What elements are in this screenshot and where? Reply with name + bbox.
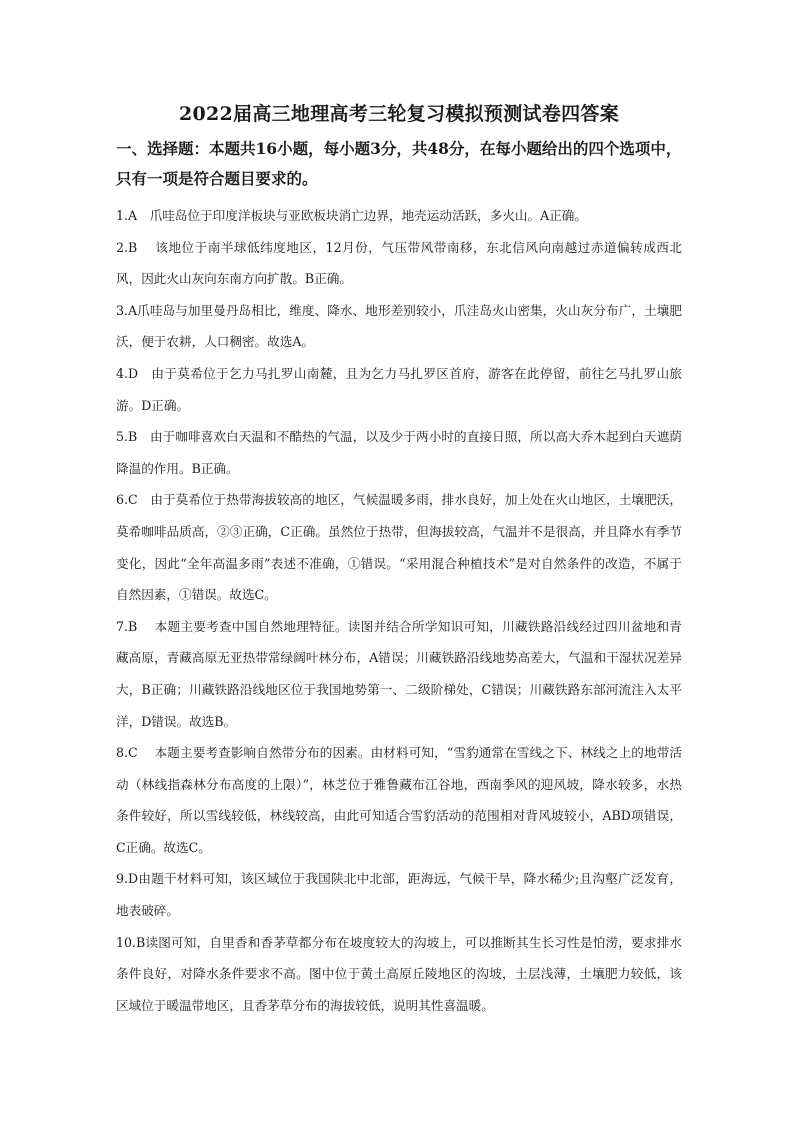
answer-item-6: 6.C 由于莫希位于热带海拔较高的地区，气候温暖多雨，排水良好，加上处在火山地区，土壤肥沃，莫希咖啡品质高，②③正确，C正确。虽然位于热带，但海拔较高，气温并不是很高，并且降水有季节变化，因此“全年高温多雨”表述不准确，①错误。“采用混合种植技术”是对自然条件的改造，不属于自然因素，①错误。故选C。 [116, 492, 682, 603]
answer-item-2: 2.B 该地位于南半球低纬度地区，12月份，气压带风带南移，东北信风向南越过赤道偏转成西北风，因此火山灰向东南方向扩散。B正确。 [116, 239, 682, 287]
answer-item-3: 3.A爪哇岛与加里曼丹岛相比，维度、降水、地形差别较小，爪洼岛火山密集，火山灰分布广，土壤肥沃，便于农耕，人口稠密。故选A。 [116, 302, 682, 350]
page-title: 2022届高三地理高考三轮复习模拟预测试卷四答案 [178, 103, 620, 125]
answer-item-7: 7.B 本题主要考查中国自然地理特征。读图并结合所学知识可知，川藏铁路沿线经过四川盆地和青藏高原，青藏高原无亚热带常绿阔叶林分布，A错误；川藏铁路沿线地势高差大，气温和干湿状况差异大，B正确；川藏铁路沿线地区位于我国地势第一、二级阶梯处，C错误；川藏铁路东部河流注入太平洋，D错误。故选B。 [116, 618, 682, 729]
answer-item-1: 1.A 爪哇岛位于印度洋板块与亚欧板块消亡边界，地壳运动活跃，多火山。A正确。 [116, 208, 587, 223]
answer-item-10: 10.B读图可知，自里香和香茅草都分布在坡度较大的沟坡上，可以推断其生长习性是怕涝，要求排水条件良好，对降水条件要求不高。图中位于黄土高原丘陵地区的沟坡，土层浅薄，土壤肥力较低，该区域位于暖温带地区，且香茅草分布的海拔较低，说明其性喜温暖。 [116, 934, 682, 1013]
section-heading: 一、选择题：本题共16小题，每小题3分，共48分，在每小题给出的四个选项中，只有一项是符合题目要求的。 [116, 139, 682, 188]
answer-item-8: 8.C 本题主要考查影响自然带分布的因素。由材料可知，“雪豹通常在雪线之下、林线之上的地带活动（林线指森林分布高度的上限）”，林芝位于雅鲁藏布江谷地，西南季风的迎风坡，降水较多，水热条件较好，所以雪线较低，林线较高，由此可知适合雪豹活动的范围相对背风坡较小，ABD项错误，C正确。故选C。 [116, 745, 682, 855]
answer-item-5: 5.B 由于咖啡喜欢白天温和不酷热的气温，以及少于两小时的直接日照，所以高大乔木起到白天遮荫降温的作用。B正确。 [116, 429, 682, 476]
answer-item-9: 9.D由题干材料可知，该区域位于我国陕北中北部，距海远，气候干旱，降水稀少;且沟壑广泛发育，地表破碎。 [116, 871, 682, 919]
answer-item-4: 4.D 由于莫希位于乞力马扎罗山南麓，且为乞力马扎罗区首府，游客在此停留，前往乞马扎罗山旅游。D正确。 [116, 365, 682, 413]
answer-sheet-page [116, 98, 682, 1021]
